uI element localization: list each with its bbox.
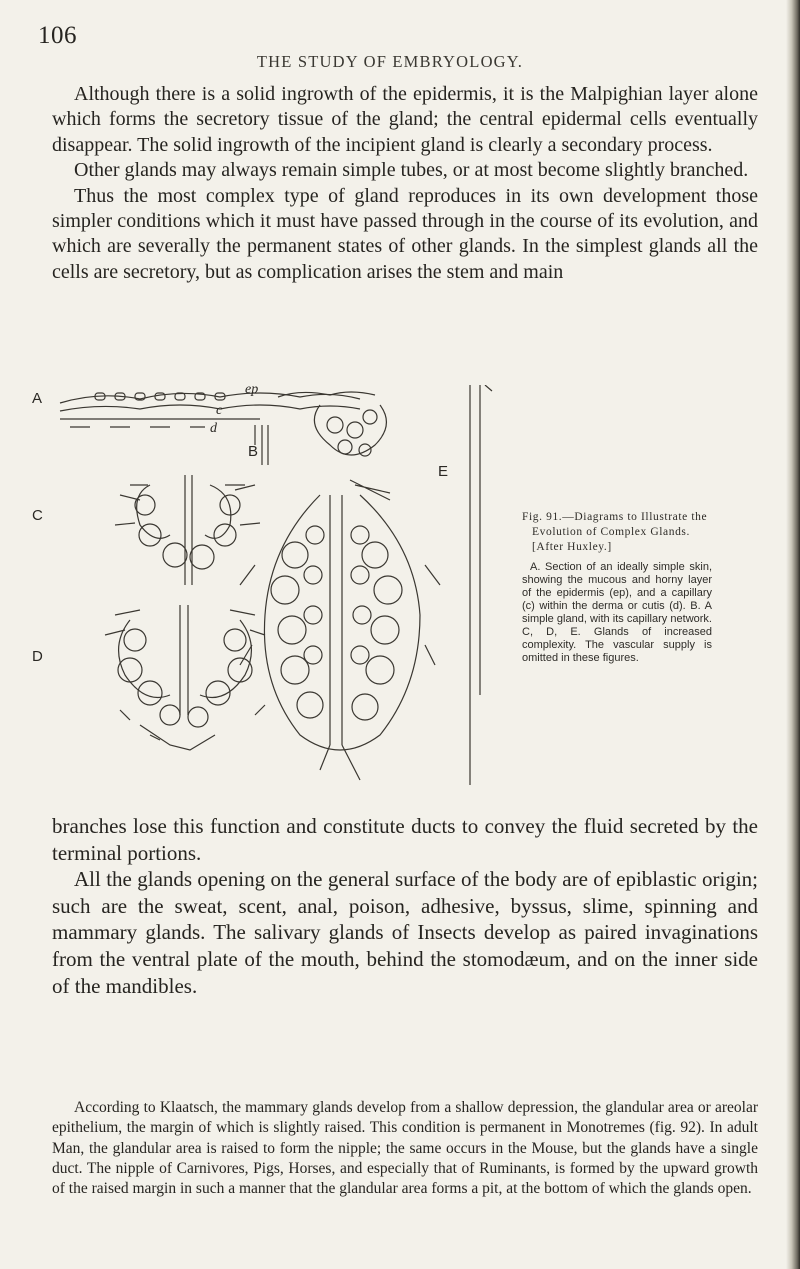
- page-number: 106: [38, 22, 77, 49]
- paragraph-4: branches lose this function and constitute ducts to convey the fluid secreted by the terminal portions.: [52, 814, 758, 865]
- paragraph-1: Although there is a solid ingrowth of the epidermis, it is the Malpighian layer alone which forms the secretory tissue of the gland; the central epidermal cells eventually disappear. The solid ingrowth of the incipient gland is clearly a secondary process.: [52, 83, 758, 156]
- body-text-top: [52, 82, 758, 285]
- gland-diagram-illustration: [30, 385, 516, 790]
- label-c: C: [32, 507, 43, 524]
- label-c-small: c: [216, 403, 223, 418]
- figure-caption: [522, 510, 712, 665]
- label-e: E: [438, 463, 449, 480]
- paragraph-5: All the glands opening on the general surface of the body are of epiblastic origin; such are the sweat, scent, anal, poison, adhesive, byssus, slime, spinning and mammary glands. The salivary glands of Insects develop as paired invaginations from the ventral plate of the mouth, behind the stomodæum, and on the inner side of the mandibles.: [52, 867, 758, 998]
- diagram-a-skin-section: [60, 385, 492, 785]
- gland-diagram-figure: [30, 382, 516, 790]
- label-b: B: [248, 443, 259, 460]
- label-a: A: [32, 390, 43, 407]
- small-print-paragraph: According to Klaatsch, the mammary glands develop from a shallow depression, the glandular area or areolar epithelium, the margin of which is slightly raised. This condition is permanent in Monotremes (fig. 92). In adult Man, the glandular area is raised to form the nipple; the same occurs in the Mouse, but the glands have a single duct. The nipple of Carnivores, Pigs, Horses, and especially that of Ruminants, is formed by the upward growth of the raised margin in such a manner that the glandular area forms a pit, at the bottom of which the glands open.: [52, 1099, 758, 1198]
- page-edge-shadow: [786, 0, 800, 1269]
- label-ep: ep: [245, 382, 259, 397]
- body-text-bottom: [52, 813, 758, 999]
- diagram-upper-cluster: [314, 405, 390, 500]
- paragraph-3: Thus the most complex type of gland reproduces in its own development those simpler conditions which it must have passed through in the course of its evolution, and which are severally the permanent states of other glands. In the simplest glands all the cells are secretory, but as complication arises the stem and main: [52, 184, 758, 283]
- diagram-e-complex-gland: [240, 495, 440, 780]
- label-d: D: [32, 648, 43, 665]
- caption-text: A. Section of an ideally simple skin, showing the mucous and horny layer of the epidermis (ep), and a capillary (c) within the derma or cutis (d). B. A simple gland, with its capillary network. C, D, E. Glands of increased complexity. The vascular supply is omitted in these figures.: [522, 561, 712, 664]
- running-title: THE STUDY OF EMBRYOLOGY.: [256, 52, 524, 71]
- caption-title: Fig. 91.—Diagrams to Illustrate the Evolution of Complex Glands. [After Huxley.]: [522, 511, 708, 553]
- label-d-small: d: [210, 421, 217, 436]
- diagram-d-complex-gland: [105, 605, 265, 750]
- paragraph-2: Other glands may always remain simple tubes, or at most become slightly branched.: [74, 159, 749, 182]
- diagram-c-branched-gland: [115, 475, 260, 585]
